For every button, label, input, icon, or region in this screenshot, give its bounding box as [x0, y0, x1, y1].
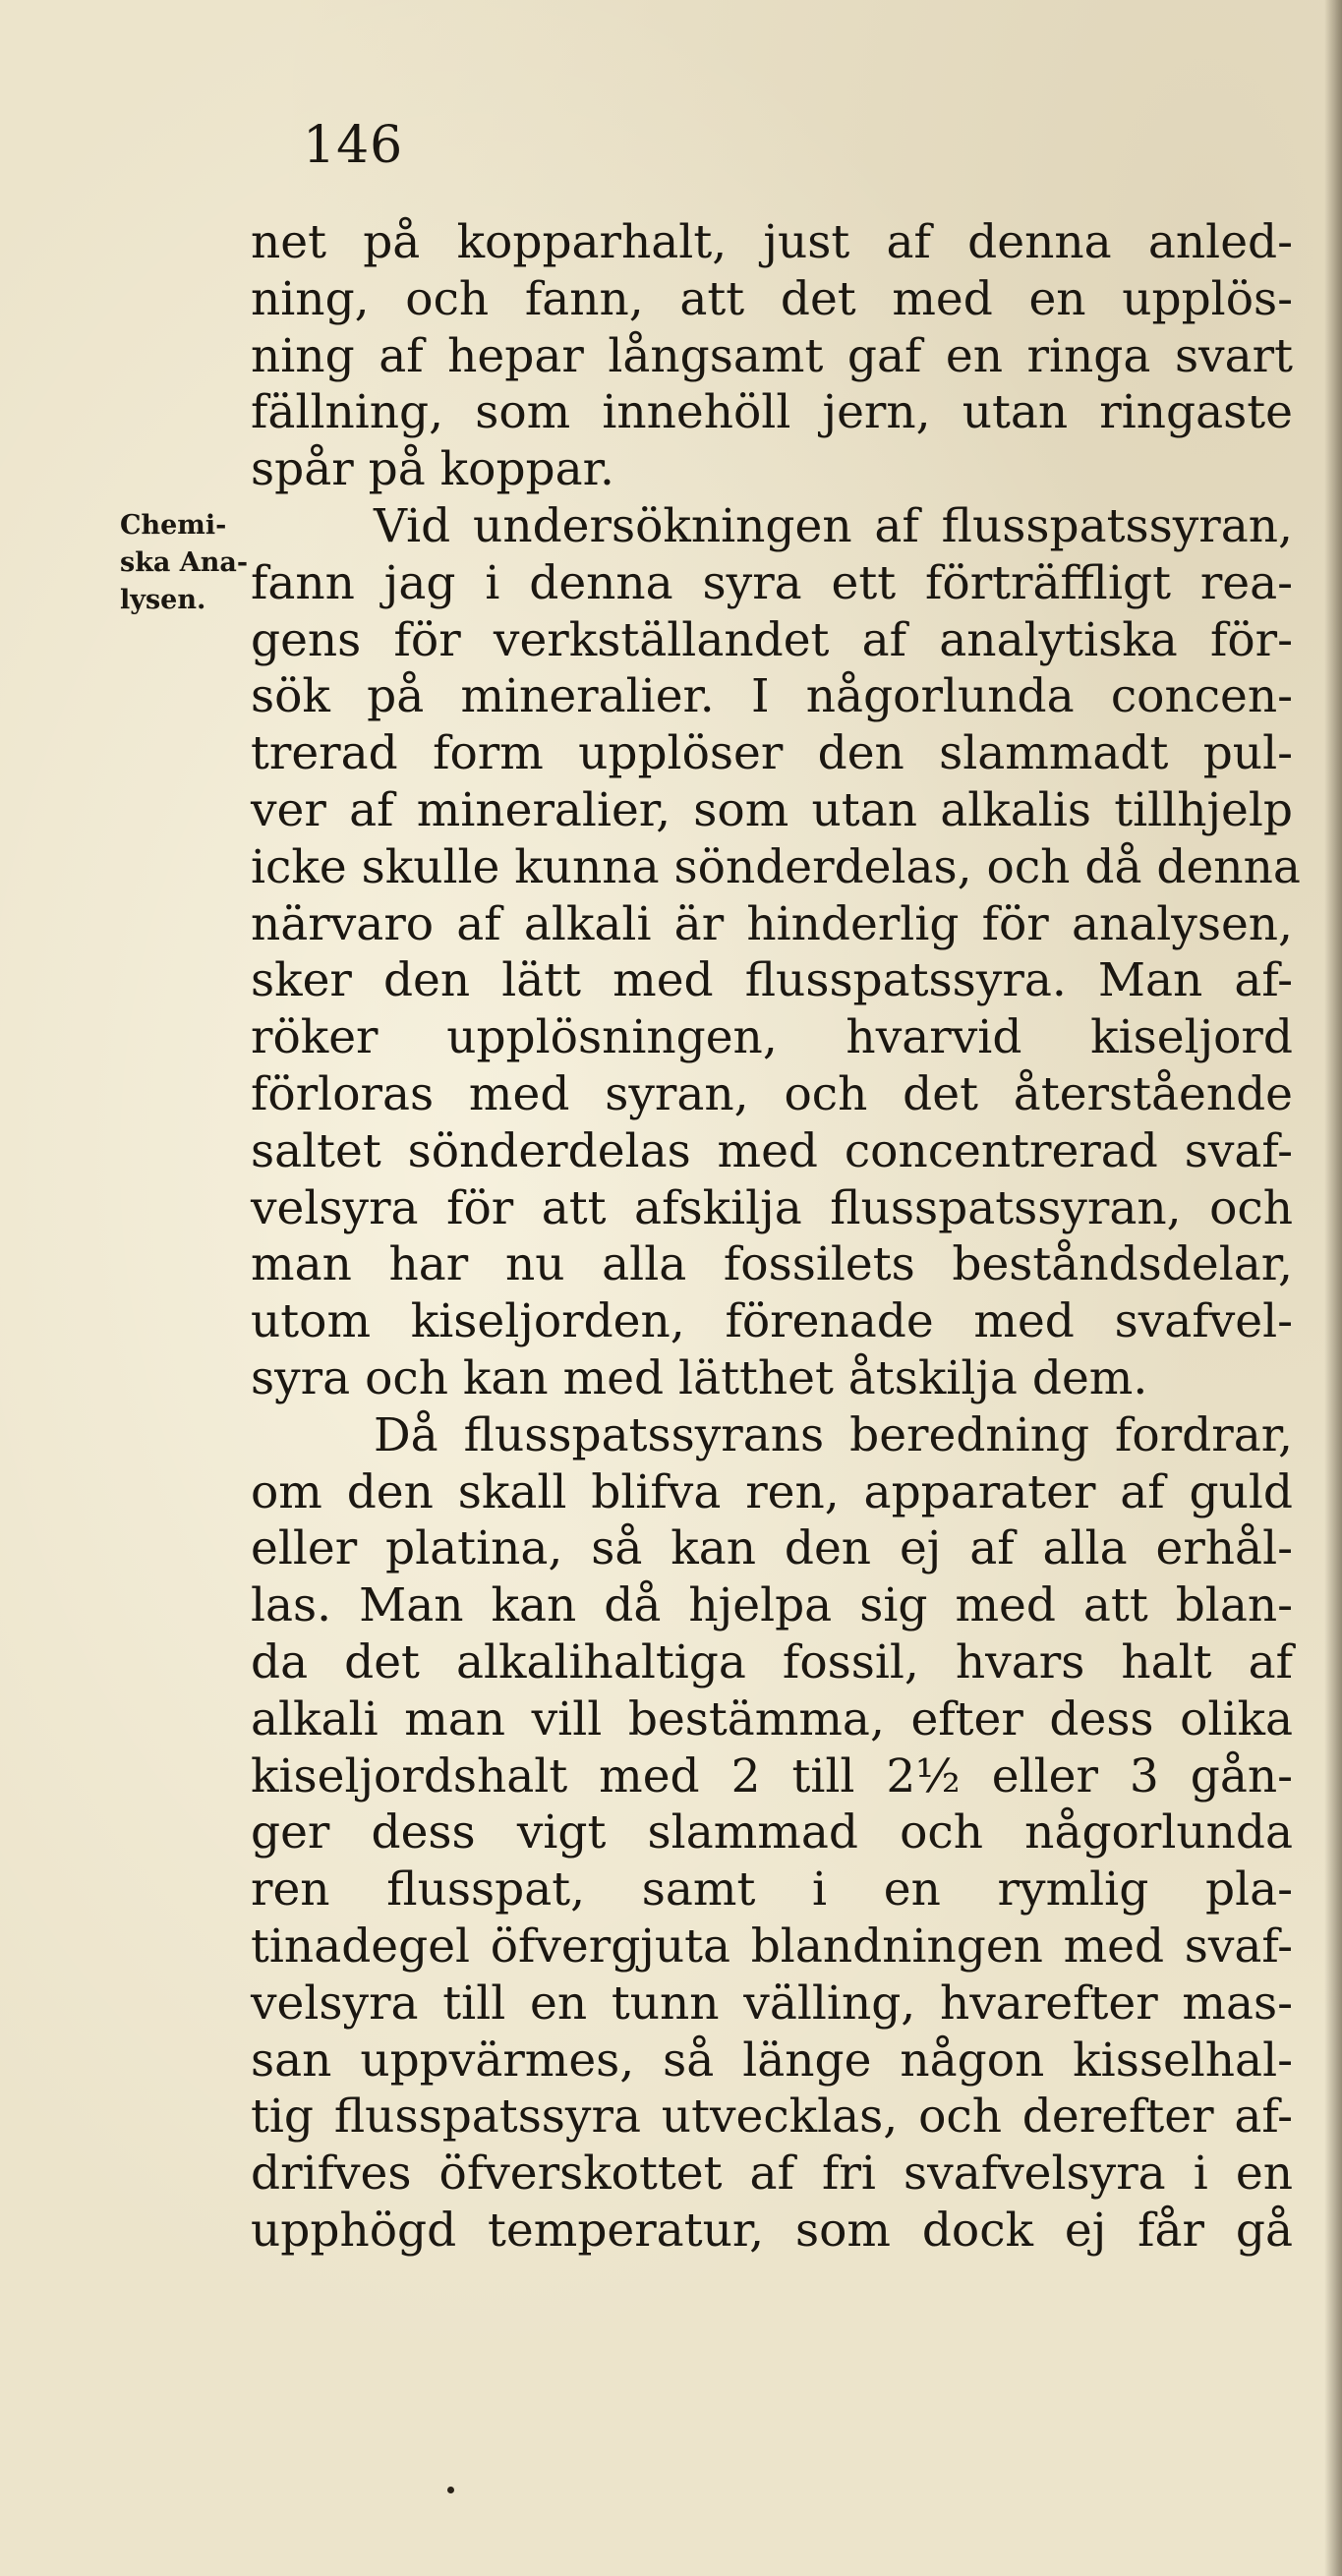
text-line: Vid undersökningen af flusspatssyran, — [374, 498, 1293, 553]
text-line: tinadegel öfvergjuta blandningen med svaf- — [251, 1918, 1293, 1974]
text-line: ren flusspat, samt i en rymlig pla- — [251, 1862, 1293, 1918]
text-line: saltet sönderdelas med concentrerad svaf- — [251, 1123, 1293, 1178]
text-line: gens för verkställandet af analytiska för- — [251, 612, 1293, 667]
ink-dot — [447, 2487, 454, 2493]
text-line: eller platina, så kan den ej af alla erhål- — [251, 1521, 1293, 1576]
text-line: närvaro af alkali är hinderlig för analysen, — [251, 896, 1293, 951]
text-line: fällning, som innehöll jern, utan ringaste — [251, 385, 1293, 440]
text-line: utom kiseljorden, förenade med svafvel- — [251, 1294, 1293, 1349]
margin-note-line: ska Ana- — [120, 547, 249, 578]
text-line: om den skall blifva ren, apparater af guld — [251, 1464, 1293, 1519]
text-line: förloras med syran, och det återstående — [251, 1066, 1293, 1121]
text-line: tig flusspatssyra utvecklas, och derefter af- — [251, 2089, 1293, 2145]
text-line: man har nu alla fossilets beståndsdelar, — [251, 1237, 1293, 1292]
page-number: 146 — [303, 116, 404, 175]
text-line: alkali man vill bestämma, efter dess olika — [251, 1691, 1293, 1746]
page-edge-shadow — [1324, 0, 1342, 2576]
text-line: kiseljordshalt med 2 till 2½ eller 3 gån- — [251, 1748, 1293, 1803]
text-line: spår på koppar. — [251, 442, 614, 497]
text-line: da det alkalihaltiga fossil, hvars halt af — [251, 1634, 1293, 1689]
text-line: sker den lätt med flusspatssyra. Man af- — [251, 953, 1293, 1008]
text-line: sök på mineralier. I någorlunda concen- — [251, 669, 1293, 724]
text-line: icke skulle kunna sönderdelas, och då denna — [251, 839, 1301, 894]
text-line: ning af hepar långsamt gaf en ringa svart — [251, 328, 1293, 383]
margin-note-line: lysen. — [120, 585, 206, 615]
text-line: ning, och fann, att det med en upplös- — [251, 271, 1293, 326]
text-line: syra och kan med lätthet åtskilja dem. — [251, 1350, 1148, 1405]
text-line: ger dess vigt slammad och någorlunda — [251, 1805, 1293, 1860]
text-line: trerad form upplöser den slammadt pul- — [251, 726, 1293, 781]
body-text — [251, 214, 1301, 2260]
text-line: velsyra för att afskilja flusspatssyran, och — [251, 1180, 1293, 1235]
margin-note-line: Chemi- — [120, 510, 227, 541]
text-line: las. Man kan då hjelpa sig med att blan- — [251, 1578, 1293, 1633]
text-line: net på kopparhalt, just af denna anled- — [251, 215, 1293, 269]
text-line: velsyra till en tunn välling, hvarefter mas- — [251, 1975, 1293, 2031]
text-line: drifves öfverskottet af fri svafvelsyra i en — [251, 2147, 1293, 2202]
text-line: fann jag i denna syra ett förträffligt rea- — [251, 555, 1293, 610]
text-line: röker upplösningen, hvarvid kiseljord — [251, 1010, 1293, 1065]
text-line: Då flusspatssyrans beredning fordrar, — [374, 1407, 1293, 1462]
text-line: san uppvärmes, så länge någon kisselhal- — [251, 2032, 1293, 2088]
text-line: upphögd temperatur, som dock ej får gå — [251, 2203, 1293, 2258]
text-line: ver af mineralier, som utan alkalis tillhjelp — [251, 782, 1293, 837]
